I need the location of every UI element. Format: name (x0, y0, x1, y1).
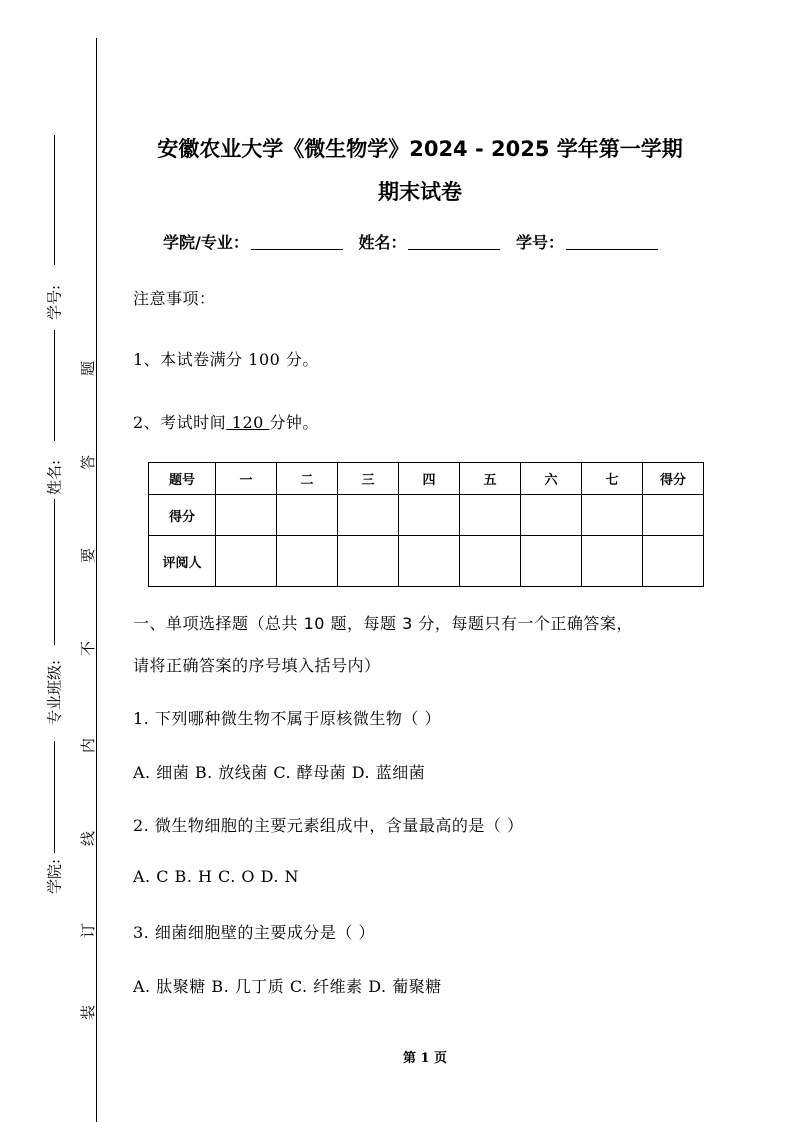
question-options: A. 肽聚糖 B. 几丁质 C. 纤维素 D. 葡聚糖 (133, 977, 442, 996)
table-header-row (149, 463, 704, 495)
exam-duration: 120 (226, 413, 270, 432)
note-item (133, 410, 319, 433)
exam-title: 安徽农业大学《微生物学》2024 - 2025 学年第一学期 (157, 137, 683, 161)
table-header-cell: 题号 (149, 463, 216, 495)
question-options: A. C B. H C. O D. N (133, 867, 299, 886)
table-row (149, 536, 704, 587)
section-heading: 请将正确答案的序号填入括号内） (133, 656, 381, 675)
table-header-cell: 三 (338, 463, 399, 495)
name-field-label: 姓名: (45, 459, 64, 496)
notes-heading: 注意事项： (133, 289, 216, 308)
name-blank[interactable] (408, 233, 500, 250)
question-text: 2. 微生物细胞的主要元素组成中，含量最高的是（ ） (133, 816, 524, 835)
table-header-cell: 七 (582, 463, 643, 495)
seal-char: 内 (79, 737, 98, 754)
table-header-cell: 五 (460, 463, 521, 495)
seal-char: 线 (79, 830, 98, 847)
question-text: 3. 细菌细胞壁的主要成分是（ ） (133, 923, 375, 942)
major-class-field-label: 专业班级: (45, 659, 64, 726)
field-line (54, 741, 55, 853)
reviewer-cell[interactable] (338, 536, 399, 587)
score-cell[interactable] (521, 495, 582, 536)
question-text: 1. 下列哪种微生物不属于原核微生物（ ） (133, 709, 441, 728)
reviewer-cell[interactable] (399, 536, 460, 587)
name-label: 姓名： (358, 233, 407, 252)
score-cell[interactable] (460, 495, 521, 536)
field-line (54, 499, 55, 645)
note-text: 分钟。 (269, 413, 319, 432)
student-info-row (163, 230, 668, 253)
reviewer-cell[interactable] (582, 536, 643, 587)
exam-subtitle: 期末试卷 (378, 180, 462, 204)
score-cell[interactable] (643, 495, 704, 536)
table-header-cell: 一 (216, 463, 277, 495)
score-cell[interactable] (399, 495, 460, 536)
table-row (149, 495, 704, 536)
reviewer-cell[interactable] (277, 536, 338, 587)
id-label: 学号： (516, 233, 565, 252)
note-item: 1、本试卷满分 100 分。 (133, 350, 319, 369)
field-line (54, 330, 55, 441)
reviewer-cell[interactable] (216, 536, 277, 587)
student-id-field-label: 学号: (45, 284, 64, 321)
reviewer-cell[interactable] (460, 536, 521, 587)
college-field-label: 学院: (45, 858, 64, 895)
table-header-cell: 四 (399, 463, 460, 495)
row-label: 得分 (149, 495, 216, 536)
id-blank[interactable] (566, 233, 658, 250)
seal-char: 装 (79, 1004, 98, 1021)
note-text: 2、考试时间 (133, 413, 227, 432)
score-cell[interactable] (277, 495, 338, 536)
seal-char: 订 (79, 922, 98, 939)
table-header-cell: 二 (277, 463, 338, 495)
table-header-cell: 得分 (643, 463, 704, 495)
section-heading: 一、单项选择题（总共 10 题，每题 3 分，每题只有一个正确答案， (133, 614, 633, 633)
table-header-cell: 六 (521, 463, 582, 495)
score-cell[interactable] (338, 495, 399, 536)
seal-char: 答 (79, 454, 98, 471)
score-cell[interactable] (582, 495, 643, 536)
reviewer-cell[interactable] (521, 536, 582, 587)
seal-char: 要 (79, 547, 98, 564)
seal-char: 题 (79, 360, 98, 377)
score-cell[interactable] (216, 495, 277, 536)
college-blank[interactable] (251, 233, 343, 250)
score-table (148, 462, 704, 587)
seal-char: 不 (79, 640, 98, 657)
row-label: 评阅人 (149, 536, 216, 587)
reviewer-cell[interactable] (643, 536, 704, 587)
college-label: 学院/专业： (163, 233, 249, 252)
question-options: A. 细菌 B. 放线菌 C. 酵母菌 D. 蓝细菌 (133, 763, 426, 782)
page-number: 第 1 页 (402, 1051, 448, 1066)
